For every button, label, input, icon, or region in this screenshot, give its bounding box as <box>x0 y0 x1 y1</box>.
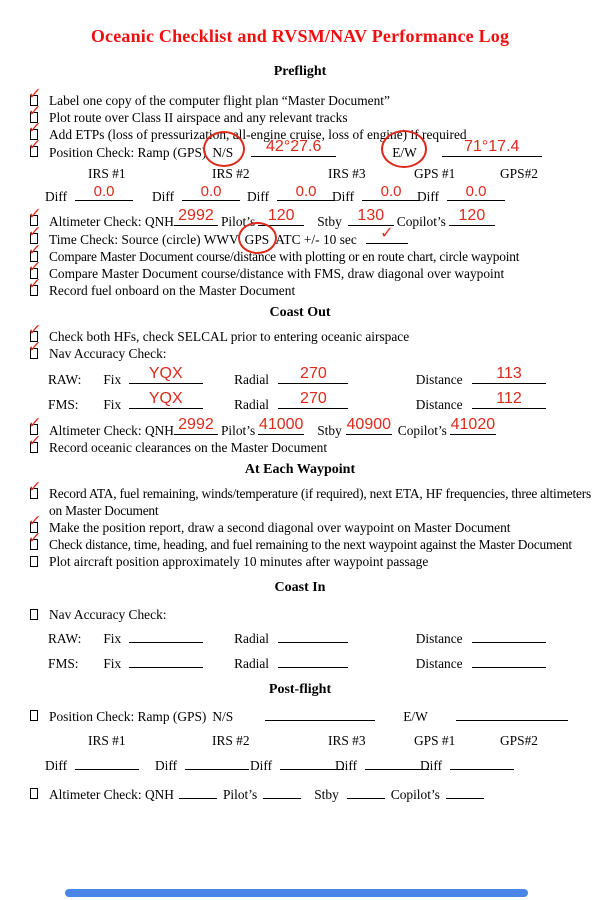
checklist-item <box>0 476 600 519</box>
diff-field: Diff <box>420 756 514 774</box>
stby-blank <box>347 785 385 799</box>
checkbox <box>30 788 38 799</box>
copilots-blank: 120 <box>449 212 495 226</box>
copilots-blank <box>446 785 484 799</box>
fix-blank <box>129 654 203 668</box>
diff-field: Diff 0.0 <box>152 187 240 205</box>
checklist-item-label: Add ETPs (loss of pressurization, all-engine cruise, loss of engine) if required <box>49 127 467 142</box>
qnh-blank: 2992 <box>174 421 218 435</box>
diff-blank: 0.0 <box>447 187 505 201</box>
checklist-item-label: Record oceanic clearances on the Master Document <box>49 440 328 455</box>
nav-accuracy-raw-row: RAW: Fix Radial Distance <box>48 626 600 651</box>
ns-value-blank <box>251 138 336 157</box>
diff-blank: 0.0 <box>182 187 240 201</box>
position-check-label: Position Check: Ramp (GPS) <box>49 709 207 724</box>
checkmark-icon: ✓ <box>27 336 43 357</box>
nav-accuracy-fms-row: FMS: Fix YQX Radial 270 Distance 112 <box>48 392 600 417</box>
col-header: IRS #3 <box>328 733 366 748</box>
checkmark-icon: ✓ <box>27 319 43 340</box>
checklist-item <box>0 430 600 456</box>
checkbox <box>27 273 43 296</box>
checkmark-icon: ✓ <box>27 527 43 548</box>
col-header: GPS #1 <box>414 166 456 181</box>
col-header: GPS#2 <box>500 733 538 748</box>
checklist-item-label: Record ATA, fuel remaining, winds/temperature (if required), next ETA, HF frequencies, three altimeters on Master Document <box>49 486 592 518</box>
checklist-item <box>0 606 600 623</box>
ns-label: N/S <box>212 709 234 724</box>
diff-field: Diff <box>335 756 429 774</box>
ns-value: 42°27.6 <box>266 138 322 155</box>
ew-label: E/W <box>403 709 428 724</box>
col-header: IRS #3 <box>328 166 366 181</box>
distance-blank: 112 <box>472 395 546 409</box>
diff-blank <box>450 756 514 770</box>
checkbox <box>27 527 43 550</box>
radial-blank <box>278 654 348 668</box>
pilots-blank: 120 <box>258 212 304 226</box>
checklist-item <box>0 510 600 536</box>
altimeter-check-row: ✓ Altimeter Check: QNH 2992 Pilot’s 120 Stby 130 Copilot’s 120 <box>0 212 600 230</box>
pilots-blank <box>263 785 301 799</box>
checkmark-icon: ✓ <box>27 273 43 294</box>
fix-blank: YQX <box>129 395 203 409</box>
ew-label: E/W <box>392 144 417 161</box>
col-header: IRS #2 <box>212 733 250 748</box>
position-check-row <box>0 707 600 725</box>
checklist-item-label: Plot aircraft position approximately 10 minutes after waypoint passage <box>49 554 429 569</box>
checkbox <box>30 556 38 567</box>
diff-field: Diff 0.0 <box>417 187 505 205</box>
ew-value-blank <box>442 138 542 157</box>
checkmark-icon: ✓ <box>27 256 43 277</box>
section-heading-coast-in: Coast In <box>274 580 326 595</box>
diff-blank <box>75 756 139 770</box>
fix-blank: YQX <box>129 370 203 384</box>
diff-blank: 0.0 <box>75 187 133 201</box>
diff-field: Diff <box>155 756 249 774</box>
diff-field: Diff 0.0 <box>332 187 420 205</box>
diff-blank: 0.0 <box>277 187 335 201</box>
fix-blank <box>129 629 203 643</box>
col-header: IRS #2 <box>212 166 250 181</box>
qnh-blank <box>179 785 217 799</box>
nav-accuracy-raw-row: RAW: Fix YQX Radial 270 Distance 113 <box>48 367 600 392</box>
time-check-blank <box>366 225 408 244</box>
checklist-item-label: Compare Master Document course/distance with plotting or en route chart, circle waypoint <box>49 249 520 264</box>
checkbox <box>27 476 43 499</box>
checklist-item-label: Label one copy of the computer flight plan “Master Document” <box>49 93 390 108</box>
checkbox <box>30 710 38 721</box>
checkmark-icon: ✓ <box>27 412 43 433</box>
checkbox <box>30 609 38 620</box>
altimeter-check-row: Altimeter Check: QNH Pilot’s Stby Copilot’s <box>0 785 600 803</box>
ns-value-blank <box>265 707 375 721</box>
col-header: IRS #1 <box>88 166 126 181</box>
col-header: IRS #1 <box>88 733 126 748</box>
checkmark-icon: ✓ <box>27 83 43 104</box>
checkmark-icon: ✓ <box>27 430 43 451</box>
ns-label: N/S <box>212 144 233 161</box>
section-heading-at-each-waypoint: At Each Waypoint <box>244 462 356 477</box>
section-heading-preflight: Preflight <box>273 64 327 79</box>
horizontal-scrollbar-thumb[interactable] <box>65 889 528 897</box>
checklist-item <box>0 553 600 570</box>
diff-field: Diff 0.0 <box>247 187 335 205</box>
diff-blank: 0.0 <box>362 187 420 201</box>
checklist-item-label: Plot route over Class II airspace and any relevant tracks <box>49 110 348 125</box>
checklist-item <box>0 319 600 345</box>
diff-field: Diff <box>45 756 139 774</box>
checkmark-icon: ✓ <box>27 203 43 224</box>
checklist-item-label: Make the position report, draw a second diagonal over waypoint on Master Document <box>49 520 511 535</box>
diff-blank <box>185 756 249 770</box>
radial-blank: 270 <box>278 370 348 384</box>
nav-accuracy-fms-row: FMS: Fix Radial Distance <box>48 651 600 676</box>
checklist-item-label: Check distance, time, heading, and fuel remaining to the next waypoint against the Master Document <box>49 537 572 552</box>
checklist-item-label: Check both HFs, check SELCAL prior to entering oceanic airspace <box>49 329 410 344</box>
col-header: GPS #1 <box>414 733 456 748</box>
section-heading-coast-out: Coast Out <box>269 305 331 320</box>
checkmark-icon: ✓ <box>27 221 43 242</box>
checklist-item-label: Record fuel onboard on the Master Document <box>49 283 296 298</box>
checkmark-icon: ✓ <box>27 476 43 497</box>
checkmark-icon: ✓ <box>27 239 43 260</box>
distance-blank <box>472 629 546 643</box>
stby-blank: 40900 <box>346 416 392 433</box>
time-check-result: ✓ <box>380 225 394 242</box>
ew-value: 71°17.4 <box>464 138 520 155</box>
checkmark-icon: ✓ <box>27 100 43 121</box>
checkmark-icon: ✓ <box>27 117 43 138</box>
time-check-row: ✓ Time Check: Source (circle) WWV GPS ATC +/- 10 sec ✓ <box>0 230 600 248</box>
time-source-gps: GPS <box>245 231 270 248</box>
diff-field: Diff 0.0 <box>45 187 133 205</box>
checklist-item-label: Nav Accuracy Check: <box>49 607 167 622</box>
checkbox <box>27 336 43 359</box>
pilots-blank: 41000 <box>258 416 304 433</box>
irs-header-row <box>0 166 600 183</box>
altimeter-check-row: ✓ Altimeter Check: QNH 2992 Pilot’s 41000 Stby 40900 Copilot’s 41020 <box>27 412 496 438</box>
radial-blank: 270 <box>278 395 348 409</box>
qnh-blank: 2992 <box>174 212 218 226</box>
position-check-label: Position Check: Ramp (GPS) <box>49 145 207 160</box>
checkbox <box>27 430 43 453</box>
diff-row <box>0 750 600 776</box>
stby-blank: 130 <box>348 212 394 226</box>
checkbox <box>27 134 43 157</box>
section-heading-post-flight: Post-flight <box>268 682 332 697</box>
checklist-item <box>0 83 600 109</box>
checkmark-icon: ✓ <box>27 134 43 155</box>
checkmark-icon: ✓ <box>27 510 43 531</box>
col-header: GPS#2 <box>500 166 538 181</box>
copilots-blank: 41020 <box>450 416 496 433</box>
radial-blank <box>278 629 348 643</box>
ew-value-blank <box>456 707 568 721</box>
distance-blank: 113 <box>472 370 546 384</box>
irs-header-row <box>0 733 600 750</box>
diff-field: Diff <box>250 756 344 774</box>
checklist-item-label: Nav Accuracy Check: <box>49 346 167 361</box>
diff-row <box>0 183 600 207</box>
checklist-item-label: Compare Master Document course/distance with FMS, draw diagonal over waypoint <box>49 266 505 281</box>
distance-blank <box>472 654 546 668</box>
document-title: Oceanic Checklist and RVSM/NAV Performance Log <box>90 26 510 46</box>
